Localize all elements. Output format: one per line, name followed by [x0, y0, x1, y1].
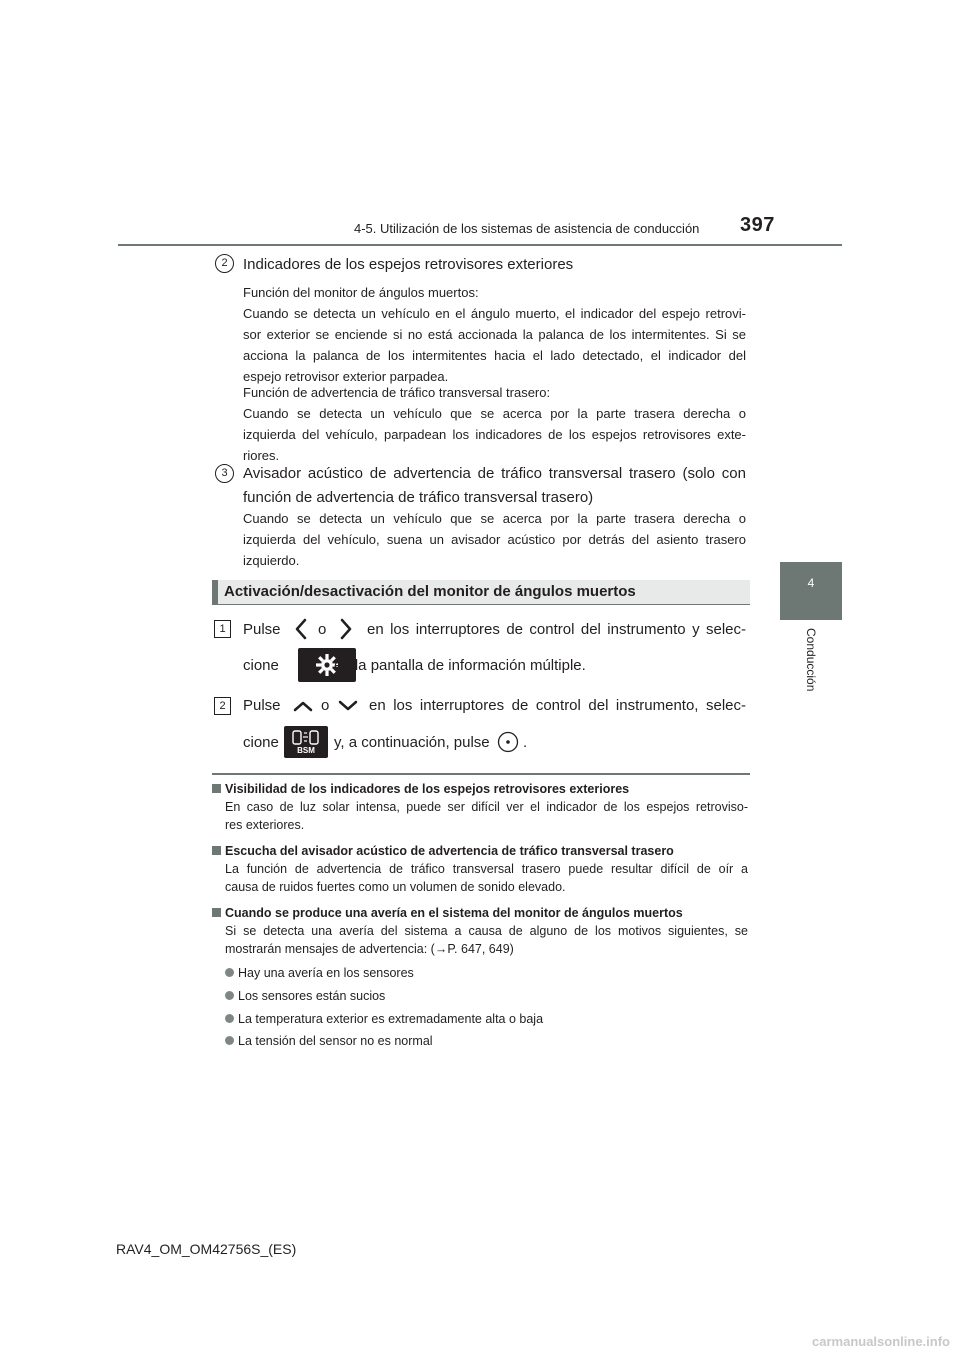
text-line: izquierda del vehículo, parpadean los indicadores de los espejos retrovisores exte-: [243, 427, 746, 442]
step1-line1-rest: en los interruptores de control del instrumento y selec-: [367, 621, 746, 638]
text-line: Cuando se detecta un vehículo que se acerca por la parte trasera derecha o: [243, 406, 746, 421]
step2-period: .: [523, 734, 528, 751]
step1-pulse: Pulse: [243, 621, 281, 638]
text-line: mostrarán mensajes de advertencia: (→P. 647, 649): [225, 942, 514, 956]
note-malfunction: [212, 906, 748, 958]
square-bullet-icon: [212, 846, 221, 855]
square-bullet-icon: [212, 784, 221, 793]
text-line: función de advertencia de tráfico transversal trasero): [243, 489, 594, 506]
chapter-number: 4: [807, 576, 815, 590]
text-line: acciona la palanca de los intermitentes hacia el lado detectado, el indicador del: [243, 348, 746, 363]
section-heading-activation: [212, 580, 750, 605]
step2-select: cione: [243, 734, 279, 751]
ok-button-icon: [497, 731, 519, 758]
step1-or: o: [318, 621, 327, 638]
text-line: Función de advertencia de tráfico transversal trasero:: [243, 385, 551, 400]
text-line: Avisador acústico de advertencia de tráfico transversal trasero (solo con: [243, 465, 746, 482]
chevron-down-icon: [338, 699, 358, 718]
item-title-mirror-indicators: Indicadores de los espejos retrovisores exteriores: [243, 256, 574, 273]
text-line: causa de ruidos fuertes como un volumen de sonido elevado.: [225, 880, 566, 894]
text-line: izquierda del vehículo, suena un avisador acústico por detrás del asiento trasero: [243, 532, 746, 547]
step2-line1-rest: en los interruptores de control del instrumento, selec-: [369, 697, 746, 714]
item-body-rcta-function: [243, 382, 746, 466]
watermark: carmanualsonline.info: [812, 1334, 950, 1349]
text-line: Cuando se detecta un vehículo en el ángulo muerto, el indicador del espejo retrovi-: [243, 306, 746, 321]
item-title-rcta-buzzer: [243, 462, 746, 510]
header-divider: [118, 244, 842, 246]
square-bullet-icon: [212, 908, 221, 917]
text-line: izquierdo.: [243, 553, 300, 568]
step2-line2-mid: y, a continuación, pulse: [334, 734, 490, 751]
text-line: res exteriores.: [225, 818, 305, 832]
round-bullet-icon: [225, 1014, 234, 1023]
text-line: Función del monitor de ángulos muertos:: [243, 285, 479, 300]
step1-select: cione: [243, 657, 279, 674]
note-buzzer: [212, 844, 748, 896]
item-body-bsm-function: [243, 282, 746, 387]
list-item: La temperatura exterior es extremadamente alta o baja: [225, 1012, 543, 1026]
chapter-tab: [780, 562, 842, 620]
text-line: riores.: [243, 448, 280, 463]
text-line: Si se detecta una avería del sistema a causa de alguno de los motivos siguientes, se: [225, 924, 748, 938]
chevron-up-icon: [293, 699, 313, 718]
note-heading: [212, 906, 748, 920]
text-line: espejo retrovisor exterior parpadea.: [243, 369, 449, 384]
round-bullet-icon: [225, 991, 234, 1000]
note-visibility: [212, 782, 748, 834]
page-number: 397: [740, 214, 775, 236]
chevron-left-icon: [294, 618, 308, 645]
chapter-label: Conducción: [804, 628, 818, 692]
header-section-title: 4-5. Utilización de los sistemas de asistencia de conducción: [354, 221, 700, 236]
step2-or: o: [321, 697, 330, 714]
section-heading-text: Activación/desactivación del monitor de ángulos muertos: [224, 583, 636, 600]
note-body: [225, 860, 748, 896]
text-line: La función de advertencia de tráfico transversal trasero puede resultar difícil de oír a: [225, 862, 748, 876]
step1-line2-rest: en la pantalla de información múltiple.: [334, 657, 586, 674]
round-bullet-icon: [225, 968, 234, 977]
text-line: Cuando se detecta un vehículo que se acerca por la parte trasera derecha o: [243, 511, 746, 526]
step2-pulse: Pulse: [243, 697, 281, 714]
note-body: [225, 922, 748, 958]
note-body: [225, 798, 748, 834]
chevron-right-icon: [339, 618, 353, 645]
item-body-rcta-buzzer: [243, 508, 746, 571]
note-heading-text: Cuando se produce una avería en el sistema del monitor de ángulos muertos: [225, 906, 683, 920]
bsm-icon: [284, 726, 328, 758]
note-heading-text: Escucha del avisador acústico de advertencia de tráfico transversal trasero: [225, 844, 674, 858]
item-number-2: 2: [215, 254, 234, 273]
note-heading-text: Visibilidad de los indicadores de los espejos retrovisores exteriores: [225, 782, 630, 796]
notes-divider: [212, 773, 750, 775]
list-item: La tensión del sensor no es normal: [225, 1034, 433, 1048]
section-heading-bar: [212, 580, 218, 605]
step-number-2: 2: [214, 697, 231, 715]
list-item: Los sensores están sucios: [225, 989, 385, 1003]
text-line: sor exterior se enciende si no está accionada la palanca de los intermitentes. Si se: [243, 327, 746, 342]
note-heading: [212, 844, 748, 858]
item-number-3: 3: [215, 464, 234, 483]
bsm-icon-label: BSM: [297, 746, 315, 755]
step-number-1: 1: [214, 620, 231, 638]
round-bullet-icon: [225, 1036, 234, 1045]
chapter-label-strip: [780, 620, 842, 780]
text-line: En caso de luz solar intensa, puede ser difícil ver el indicador de los espejos retroviso-: [225, 800, 748, 814]
list-item: Hay una avería en los sensores: [225, 966, 414, 980]
note-heading: [212, 782, 748, 796]
manual-code: RAV4_OM_OM42756S_(ES): [116, 1241, 297, 1257]
